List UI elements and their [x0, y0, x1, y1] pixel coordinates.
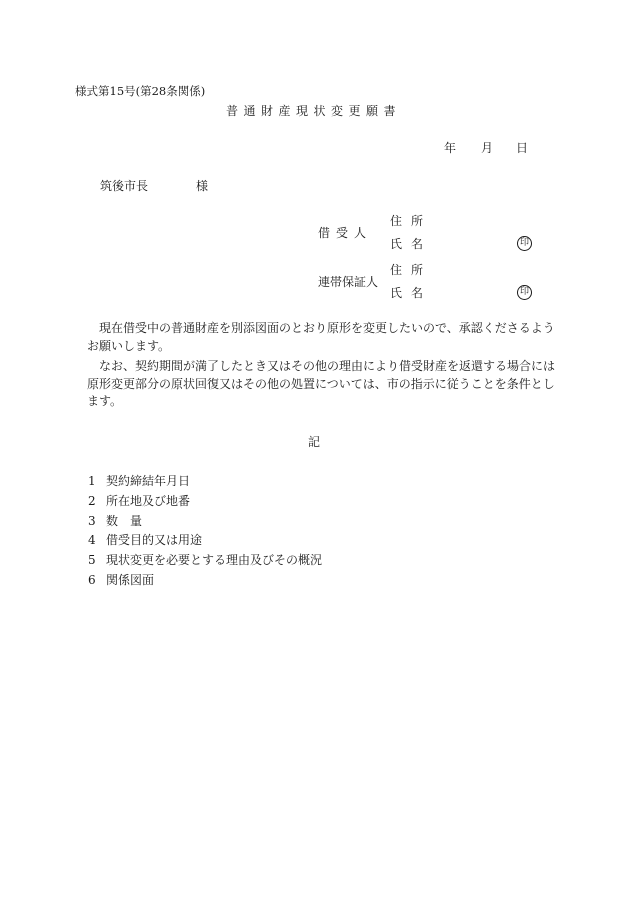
borrower-address-label: 住所: [390, 214, 433, 228]
item-text: 現状変更を必要とする理由及びその概況: [106, 553, 323, 568]
list-item: [88, 531, 322, 551]
item-text: 借受目的又は用途: [106, 533, 203, 548]
item-text: 数 量: [106, 513, 143, 528]
item-number: 2: [88, 493, 96, 508]
borrower-role-label: 借受人: [318, 226, 373, 240]
date-year-label: 年: [444, 141, 457, 155]
item-number: 1: [88, 474, 96, 488]
list-item: [88, 512, 322, 532]
list-item: [88, 472, 322, 492]
addressee-honorific: 様: [196, 179, 209, 193]
request-paragraph: 現在借受中の普通財産を別添図面のとおり原形を変更したいので、承認くださるようお願いします。: [87, 321, 555, 353]
guarantor-role-label: 連帯保証人: [318, 275, 379, 289]
document-title: 普通財産現状変更願書: [226, 104, 402, 118]
condition-paragraph: なお、契約期間が満了したとき又はその他の理由により借受財産を返還する場合には原形変更部分の原状回復又はその他の処置については、市の指示に従うことを条件とします。: [87, 359, 556, 408]
item-text: 契約締結年月日: [106, 474, 191, 488]
date-day-label: 日: [516, 141, 529, 155]
item-number: 5: [88, 553, 96, 568]
addressee-name: 筑後市長: [100, 179, 149, 193]
guarantor-seal-mark: 印: [517, 285, 532, 300]
note-heading: 記: [308, 435, 321, 449]
guarantor-address-label: 住所: [390, 263, 433, 277]
list-item: [88, 492, 322, 512]
borrower-seal-mark: 印: [517, 236, 532, 251]
item-text: 関係図面: [106, 572, 155, 587]
guarantor-name-label: 氏名: [390, 286, 433, 300]
list-item: [88, 571, 322, 591]
date-month-label: 月: [481, 141, 494, 155]
form-number: 様式第15号(第28条関係): [75, 84, 206, 98]
attachment-item-list: [88, 472, 322, 591]
item-number: 3: [88, 513, 96, 528]
list-item: [88, 551, 322, 571]
borrower-name-label: 氏名: [390, 237, 433, 251]
item-number: 6: [88, 572, 96, 587]
item-text: 所在地及び地番: [106, 493, 191, 508]
item-number: 4: [88, 533, 96, 548]
